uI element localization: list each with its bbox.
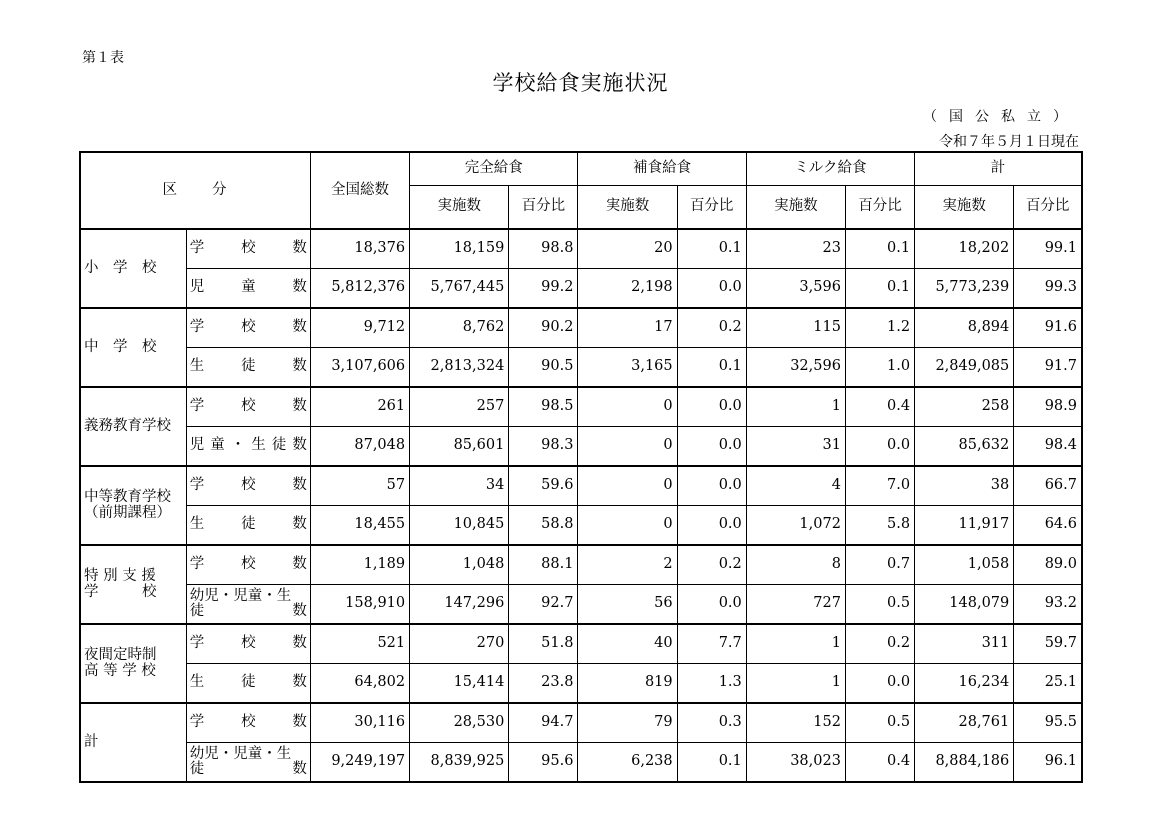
data-cell: 7.0 <box>845 466 914 506</box>
data-cell: 98.4 <box>1014 427 1082 467</box>
data-cell: 0.4 <box>845 387 914 427</box>
data-cell: 40 <box>578 624 677 664</box>
data-cell: 0.0 <box>845 664 914 704</box>
as-of-date: 令和７年５月１日現在 <box>939 134 1079 150</box>
row-label-line1: 幼児・児童・生 <box>189 587 292 604</box>
data-cell: 99.1 <box>1014 229 1082 269</box>
data-cell: 91.6 <box>1014 308 1082 348</box>
group-name: 特 別 支 援 <box>84 567 156 584</box>
table-row <box>80 269 1082 309</box>
table-row <box>80 229 1082 269</box>
scope-note: （国公私立） <box>923 109 1079 125</box>
table-row <box>80 348 1082 388</box>
data-cell: 0.5 <box>845 703 914 743</box>
data-cell: 148,079 <box>915 585 1014 625</box>
data-cell: 115 <box>746 308 845 348</box>
total-header: 全国総数 <box>310 152 409 229</box>
data-cell: 9,249,197 <box>310 743 409 783</box>
data-cell: 98.5 <box>509 387 578 427</box>
data-cell: 0.1 <box>677 348 746 388</box>
pct-header: 百分比 <box>677 186 746 230</box>
data-cell: 311 <box>915 624 1014 664</box>
data-cell: 0.1 <box>677 229 746 269</box>
data-cell: 20 <box>578 229 677 269</box>
data-cell: 0 <box>578 427 677 467</box>
data-cell: 5,812,376 <box>310 269 409 309</box>
data-cell: 57 <box>310 466 409 506</box>
table-row <box>80 703 1082 743</box>
row-label <box>186 585 310 625</box>
data-cell: 0.0 <box>677 585 746 625</box>
group-label <box>80 545 186 624</box>
data-cell: 261 <box>310 387 409 427</box>
count-header: 実施数 <box>578 186 677 230</box>
data-cell: 38 <box>915 466 1014 506</box>
group-label <box>80 387 186 466</box>
group-name: 中 学 校 <box>84 338 157 355</box>
data-cell: 0 <box>578 506 677 546</box>
row-label: 生 徒 数 <box>186 348 310 388</box>
group-name: 計 <box>84 733 99 750</box>
data-cell: 270 <box>410 624 509 664</box>
data-cell: 18,455 <box>310 506 409 546</box>
data-cell: 25.1 <box>1014 664 1082 704</box>
data-cell: 90.5 <box>509 348 578 388</box>
data-cell: 32,596 <box>746 348 845 388</box>
data-cell: 8,884,186 <box>915 743 1014 783</box>
data-cell: 0 <box>578 387 677 427</box>
group-name-line2: 学 校 <box>84 583 157 600</box>
table-row <box>80 743 1082 783</box>
data-cell: 0.2 <box>677 308 746 348</box>
data-cell: 94.7 <box>509 703 578 743</box>
data-cell: 85,601 <box>410 427 509 467</box>
data-cell: 1,189 <box>310 545 409 585</box>
pct-header: 百分比 <box>509 186 578 230</box>
data-cell: 0.0 <box>677 387 746 427</box>
data-cell: 9,712 <box>310 308 409 348</box>
data-cell: 16,234 <box>915 664 1014 704</box>
data-cell: 98.9 <box>1014 387 1082 427</box>
data-cell: 23 <box>746 229 845 269</box>
row-label-line2: 徒 数 <box>189 603 307 619</box>
data-cell: 18,376 <box>310 229 409 269</box>
sum-header: 計 <box>915 152 1082 186</box>
data-cell: 0.1 <box>677 743 746 783</box>
group-label <box>80 466 186 545</box>
data-cell: 152 <box>746 703 845 743</box>
data-cell: 8 <box>746 545 845 585</box>
data-cell: 96.1 <box>1014 743 1082 783</box>
data-cell: 11,917 <box>915 506 1014 546</box>
row-label: 児 童 数 <box>186 269 310 309</box>
data-cell: 147,296 <box>410 585 509 625</box>
data-cell: 95.5 <box>1014 703 1082 743</box>
data-cell: 0.1 <box>845 229 914 269</box>
data-cell: 2,813,324 <box>410 348 509 388</box>
group-name-line2: （前期課程） <box>84 504 171 521</box>
data-cell: 5,767,445 <box>410 269 509 309</box>
data-cell: 91.7 <box>1014 348 1082 388</box>
data-cell: 1 <box>746 664 845 704</box>
row-label: 学 校 数 <box>186 229 310 269</box>
data-cell: 0.0 <box>677 506 746 546</box>
group-label <box>80 624 186 703</box>
data-cell: 31 <box>746 427 845 467</box>
data-cell: 18,202 <box>915 229 1014 269</box>
data-cell: 64.6 <box>1014 506 1082 546</box>
data-cell: 8,894 <box>915 308 1014 348</box>
row-label-line2: 徒 数 <box>189 761 307 777</box>
group-label <box>80 229 186 308</box>
data-cell: 0.4 <box>845 743 914 783</box>
supplementary-header: 補食給食 <box>578 152 746 186</box>
table-row <box>80 585 1082 625</box>
data-cell: 2 <box>578 545 677 585</box>
data-cell: 59.7 <box>1014 624 1082 664</box>
group-label <box>80 308 186 387</box>
row-label: 生 徒 数 <box>186 664 310 704</box>
data-cell: 10,845 <box>410 506 509 546</box>
page-title: 学校給食実施状況 <box>492 71 669 95</box>
data-cell: 28,761 <box>915 703 1014 743</box>
data-cell: 0.1 <box>845 269 914 309</box>
data-cell: 521 <box>310 624 409 664</box>
data-cell: 98.8 <box>509 229 578 269</box>
data-cell: 90.2 <box>509 308 578 348</box>
complete-header: 完全給食 <box>410 152 578 186</box>
table-row <box>80 624 1082 664</box>
data-cell: 59.6 <box>509 466 578 506</box>
data-cell: 66.7 <box>1014 466 1082 506</box>
data-cell: 8,839,925 <box>410 743 509 783</box>
data-cell: 3,165 <box>578 348 677 388</box>
group-name: 中等教育学校 <box>84 488 171 505</box>
row-label: 学 校 数 <box>186 466 310 506</box>
count-header: 実施数 <box>410 186 509 230</box>
data-cell: 258 <box>915 387 1014 427</box>
data-cell: 2,198 <box>578 269 677 309</box>
data-cell: 1,048 <box>410 545 509 585</box>
data-cell: 0.0 <box>677 269 746 309</box>
data-cell: 4 <box>746 466 845 506</box>
data-cell: 819 <box>578 664 677 704</box>
data-cell: 0.7 <box>845 545 914 585</box>
table-row <box>80 387 1082 427</box>
data-cell: 0.2 <box>677 545 746 585</box>
row-label: 児童・生徒数 <box>186 427 310 467</box>
pct-header: 百分比 <box>845 186 914 230</box>
data-cell: 64,802 <box>310 664 409 704</box>
data-cell: 87,048 <box>310 427 409 467</box>
row-label <box>186 743 310 783</box>
data-cell: 727 <box>746 585 845 625</box>
data-cell: 79 <box>578 703 677 743</box>
data-cell: 1.0 <box>845 348 914 388</box>
data-cell: 58.8 <box>509 506 578 546</box>
data-cell: 7.7 <box>677 624 746 664</box>
data-cell: 8,762 <box>410 308 509 348</box>
data-cell: 1 <box>746 624 845 664</box>
row-label: 生 徒 数 <box>186 506 310 546</box>
data-cell: 0.3 <box>677 703 746 743</box>
row-label: 学 校 数 <box>186 703 310 743</box>
milk-header: ミルク給食 <box>746 152 914 186</box>
data-cell: 3,596 <box>746 269 845 309</box>
data-cell: 18,159 <box>410 229 509 269</box>
row-label-line1: 幼児・児童・生 <box>189 745 292 762</box>
group-name: 夜間定時制 <box>84 646 157 663</box>
table-row <box>80 466 1082 506</box>
data-cell: 34 <box>410 466 509 506</box>
data-cell: 88.1 <box>509 545 578 585</box>
count-header: 実施数 <box>746 186 845 230</box>
data-cell: 0.5 <box>845 585 914 625</box>
data-cell: 15,414 <box>410 664 509 704</box>
data-cell: 30,116 <box>310 703 409 743</box>
table-row <box>80 664 1082 704</box>
data-cell: 0.0 <box>845 427 914 467</box>
data-cell: 93.2 <box>1014 585 1082 625</box>
data-cell: 85,632 <box>915 427 1014 467</box>
data-cell: 5,773,239 <box>915 269 1014 309</box>
table-row <box>80 308 1082 348</box>
row-label: 学 校 数 <box>186 545 310 585</box>
data-cell: 17 <box>578 308 677 348</box>
data-cell: 5.8 <box>845 506 914 546</box>
data-cell: 1.2 <box>845 308 914 348</box>
table-row <box>80 506 1082 546</box>
data-cell: 56 <box>578 585 677 625</box>
data-cell: 89.0 <box>1014 545 1082 585</box>
data-cell: 2,849,085 <box>915 348 1014 388</box>
table-row <box>80 427 1082 467</box>
data-cell: 0.0 <box>677 466 746 506</box>
data-cell: 23.8 <box>509 664 578 704</box>
school-lunch-table <box>79 151 1083 783</box>
data-cell: 0.0 <box>677 427 746 467</box>
group-name: 小 学 校 <box>84 259 157 276</box>
data-cell: 99.2 <box>509 269 578 309</box>
data-cell: 158,910 <box>310 585 409 625</box>
data-cell: 51.8 <box>509 624 578 664</box>
table-row <box>80 545 1082 585</box>
data-cell: 98.3 <box>509 427 578 467</box>
data-cell: 0 <box>578 466 677 506</box>
row-label: 学 校 数 <box>186 308 310 348</box>
data-cell: 1,058 <box>915 545 1014 585</box>
data-cell: 3,107,606 <box>310 348 409 388</box>
data-cell: 6,238 <box>578 743 677 783</box>
data-cell: 1,072 <box>746 506 845 546</box>
row-label: 学 校 数 <box>186 624 310 664</box>
category-header: 区 分 <box>80 152 310 229</box>
pct-header: 百分比 <box>1014 186 1082 230</box>
group-name: 義務教育学校 <box>84 417 171 434</box>
data-cell: 95.6 <box>509 743 578 783</box>
data-cell: 92.7 <box>509 585 578 625</box>
table-number: 第１表 <box>82 50 124 66</box>
row-label: 学 校 数 <box>186 387 310 427</box>
group-label <box>80 703 186 782</box>
data-cell: 0.2 <box>845 624 914 664</box>
data-cell: 38,023 <box>746 743 845 783</box>
data-cell: 257 <box>410 387 509 427</box>
count-header: 実施数 <box>915 186 1014 230</box>
group-name-line2: 高 等 学 校 <box>84 662 156 679</box>
data-cell: 1.3 <box>677 664 746 704</box>
data-cell: 1 <box>746 387 845 427</box>
data-cell: 99.3 <box>1014 269 1082 309</box>
data-cell: 28,530 <box>410 703 509 743</box>
